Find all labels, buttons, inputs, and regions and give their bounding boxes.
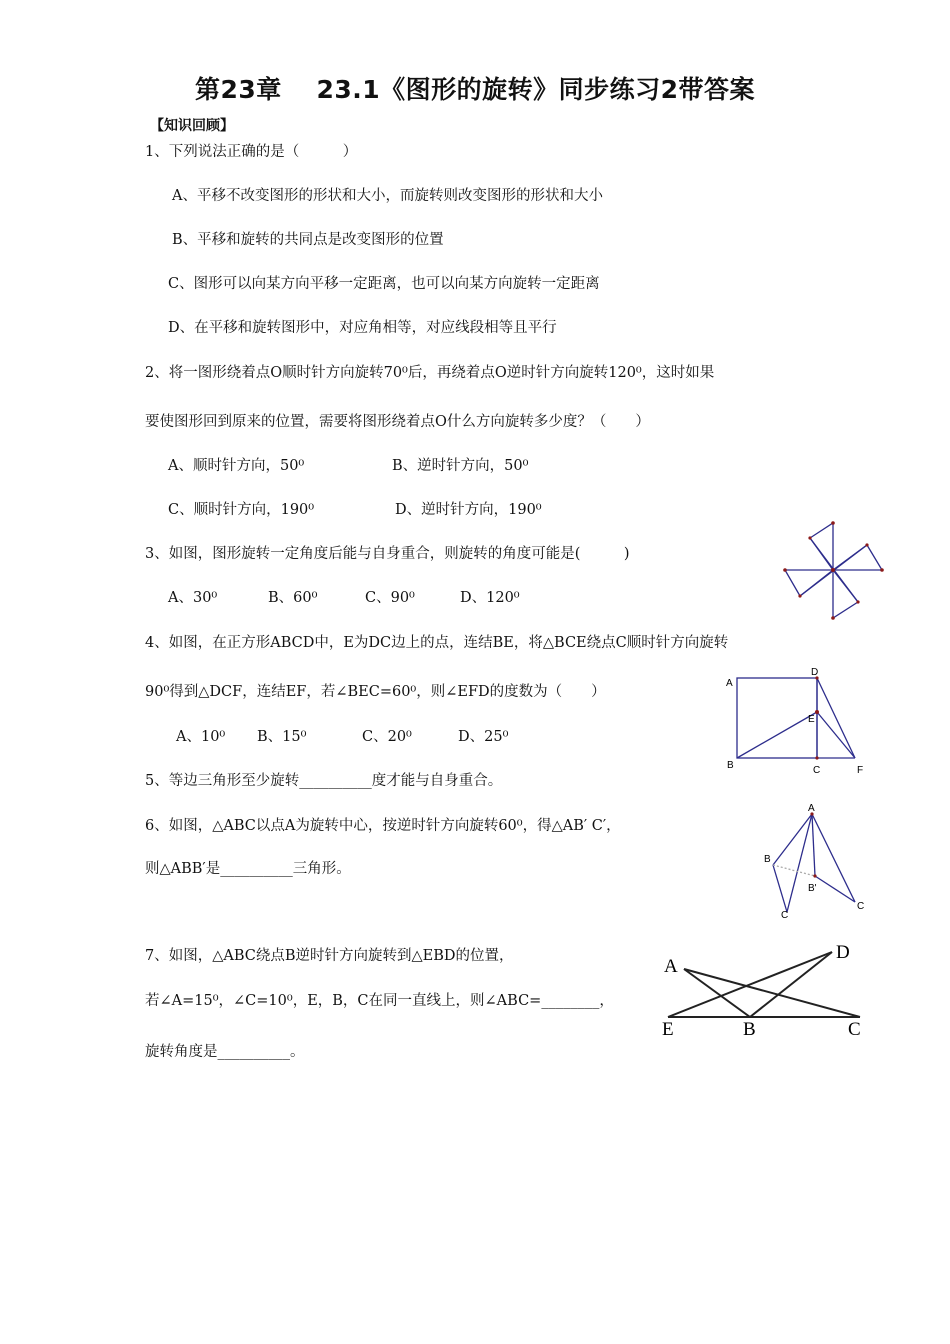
q1-stem: 1、下列说法正确的是（ ） bbox=[145, 144, 358, 160]
label-e: E bbox=[662, 1019, 674, 1040]
segment-ab bbox=[684, 969, 750, 1017]
segment-ed bbox=[668, 952, 832, 1017]
label-b-prime: B' bbox=[808, 883, 817, 894]
segment-bb2 bbox=[773, 865, 815, 876]
q4-option-b: B、15⁰ bbox=[257, 729, 307, 745]
label-a: A bbox=[808, 803, 815, 814]
q2-option-a: A、顺时针方向，50⁰ bbox=[168, 458, 305, 474]
q7-stem-line3: 旋转角度是__________。 bbox=[145, 1044, 305, 1060]
label-c-prime: C bbox=[857, 901, 865, 912]
segment-ab2 bbox=[812, 814, 815, 876]
q7-stem-line1: 7、如图，△ABC绕点B逆时针方向旋转到△EBD的位置， bbox=[145, 948, 514, 964]
q3-stem: 3、如图，图形旋转一定角度后能与自身重合，则旋转的角度可能是( ) bbox=[145, 546, 630, 562]
label-a: A bbox=[664, 956, 678, 977]
q4-square-figure bbox=[720, 660, 870, 780]
square-abcd bbox=[737, 678, 817, 758]
q4-stem-line1: 4、如图，在正方形ABCD中，E为DC边上的点，连结BE，将△BCE绕点C顺时针方向旋转 bbox=[145, 635, 729, 651]
q3-pinwheel-figure bbox=[780, 518, 890, 624]
pinwheel-blade-left bbox=[785, 570, 833, 596]
segment-be bbox=[737, 712, 817, 758]
label-c: C bbox=[848, 1019, 861, 1040]
q2-option-d: D、逆时针方向，190⁰ bbox=[395, 502, 542, 518]
label-e: E bbox=[808, 714, 815, 725]
pinwheel-blade-bottom bbox=[833, 570, 858, 618]
q2-stem-line1: 2、将一图形绕着点O顺时针方向旋转70⁰后，再绕着点O逆时针方向旋转120⁰，这时如果 bbox=[145, 365, 715, 381]
label-c: C bbox=[813, 765, 821, 776]
label-d: D bbox=[836, 942, 850, 963]
q3-option-a: A、30⁰ bbox=[168, 590, 218, 606]
page-title: 第23章 23.1《图形的旋转》同步练习2带答案 bbox=[194, 75, 756, 104]
q2-option-c: C、顺时针方向，190⁰ bbox=[168, 502, 315, 518]
q6-rotation-figure bbox=[760, 800, 870, 920]
q2-stem-line2: 要使图形回到原来的位置，需要将图形绕着点O什么方向旋转多少度？（ ） bbox=[145, 414, 650, 430]
segment-bc bbox=[773, 865, 787, 912]
q3-option-b: B、60⁰ bbox=[268, 590, 318, 606]
q4-option-c: C、20⁰ bbox=[362, 729, 412, 745]
q4-stem-line2: 90⁰得到△DCF，连结EF，若∠BEC=60⁰，则∠EFD的度数为（ ） bbox=[145, 684, 606, 700]
q1-option-a: A、平移不改变图形的形状和大小，而旋转则改变图形的形状和大小 bbox=[172, 188, 603, 204]
label-c: C bbox=[781, 910, 789, 921]
pinwheel-blade-right bbox=[833, 545, 882, 570]
q2-option-b: B、逆时针方向，50⁰ bbox=[392, 458, 529, 474]
label-b: B bbox=[764, 854, 771, 865]
label-a: A bbox=[726, 678, 733, 689]
label-b: B bbox=[743, 1019, 756, 1040]
label-f: F bbox=[857, 765, 864, 776]
pinwheel-blade-top bbox=[810, 523, 833, 570]
q7-stem-line2: 若∠A=15⁰，∠C=10⁰，E，B，C在同一直线上，则∠ABC=________， bbox=[145, 993, 614, 1009]
q1-option-c: C、图形可以向某方向平移一定距离，也可以向某方向旋转一定距离 bbox=[168, 276, 600, 292]
q3-option-d: D、120⁰ bbox=[460, 590, 520, 606]
q4-option-d: D、25⁰ bbox=[458, 729, 509, 745]
q1-option-d: D、在平移和旋转图形中，对应角相等，对应线段相等且平行 bbox=[168, 320, 557, 336]
section-heading: 【知识回顾】 bbox=[150, 118, 234, 134]
label-b: B bbox=[727, 760, 734, 771]
q3-option-c: C、90⁰ bbox=[365, 590, 415, 606]
segment-bd bbox=[750, 952, 832, 1017]
q1-option-b: B、平移和旋转的共同点是改变图形的位置 bbox=[172, 232, 444, 248]
q6-stem-line2: 则△ABB′是__________三角形。 bbox=[145, 861, 351, 877]
q6-stem-line1: 6、如图，△ABC以点A为旋转中心，按逆时针方向旋转60⁰，得△AB′ C′， bbox=[145, 818, 621, 834]
q5-stem: 5、等边三角形至少旋转__________度才能与自身重合。 bbox=[145, 773, 503, 789]
label-d: D bbox=[811, 667, 819, 678]
q7-rotation-figure bbox=[660, 938, 870, 1043]
segment-ac bbox=[787, 814, 812, 912]
q4-option-a: A、10⁰ bbox=[176, 729, 226, 745]
